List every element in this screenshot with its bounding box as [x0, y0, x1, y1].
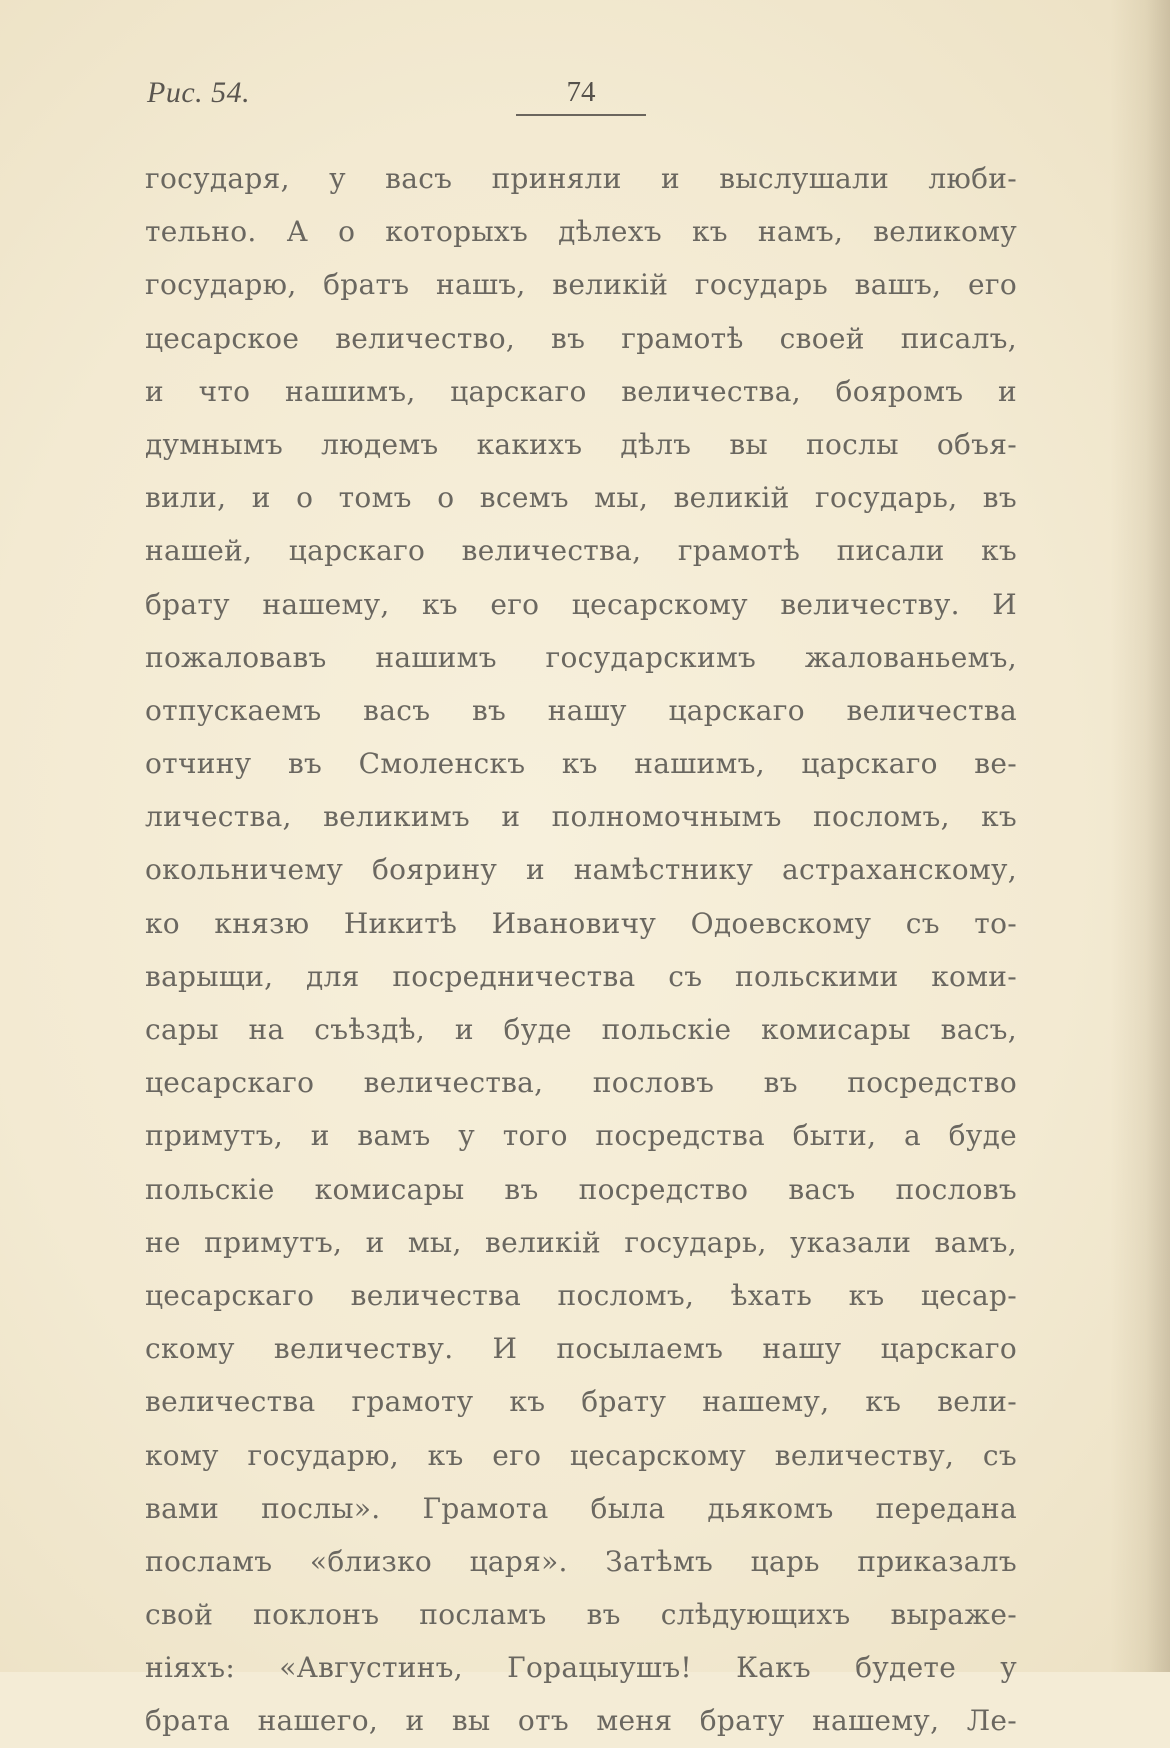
text-line: государю, братъ нашъ, великій государь вашъ, его — [145, 268, 1017, 302]
text-line: личества, великимъ и полномочнымъ посломъ, къ — [145, 800, 1017, 834]
text-line: пожаловавъ нашимъ государскимъ жалованьемъ, — [145, 640, 1017, 674]
text-line: и что нашимъ, царскаго величества, бояромъ и — [145, 374, 1017, 408]
text-line: отчину въ Смоленскъ къ нашимъ, царскаго ве- — [145, 747, 1017, 781]
text-line: ко князю Никитѣ Ивановичу Одоевскому съ то- — [145, 906, 1017, 940]
text-line: вили, и о томъ о всемъ мы, великій государь, въ — [145, 481, 1017, 515]
text-line: примутъ, и вамъ у того посредства быти, а буде — [145, 1119, 1017, 1153]
text-line: государя, у васъ приняли и выслушали люби- — [145, 162, 1017, 195]
text-line: сары на съѣздѣ, и буде польскіе комисары васъ, — [145, 1013, 1017, 1046]
text-line: ніяхъ: «Августинъ, Горацыушъ! Какъ будете у — [145, 1651, 1017, 1685]
text-line: варыщи, для посредничества съ польскими коми- — [145, 959, 1017, 993]
text-line: вами послы». Грамота была дьякомъ передана — [145, 1491, 1017, 1525]
text-line: окольничему боярину и намѣстнику астраханскому, — [145, 853, 1017, 887]
text-line: скому величеству. И посылаемъ нашу царскаго — [145, 1332, 1017, 1366]
figure-label: Рис. 54. — [147, 76, 251, 109]
text-line: не примутъ, и мы, великій государь, указали вамъ, — [145, 1225, 1017, 1259]
body-text — [145, 152, 1017, 1748]
text-line: цесарскаго величества, пословъ въ посредство — [145, 1066, 1017, 1100]
text-line: кому государю, къ его цесарскому величеству, съ — [145, 1438, 1017, 1472]
text-line: думнымъ людемъ какихъ дѣлъ вы послы объя- — [145, 427, 1017, 461]
text-line: цесарскаго величества посломъ, ѣхать къ цесар- — [145, 1278, 1017, 1312]
text-line: нашей, царскаго величества, грамотѣ писали къ — [145, 534, 1017, 568]
text-line: отпускаемъ васъ въ нашу царскаго величества — [145, 693, 1017, 727]
text-line: брату нашему, къ его цесарскому величеству. И — [145, 587, 1017, 621]
text-line: брата нашего, и вы отъ меня брату нашему, Ле- — [145, 1704, 1017, 1738]
page-edge-shadow — [1110, 0, 1170, 1672]
text-line: польскіе комисары въ посредство васъ пословъ — [145, 1172, 1017, 1206]
text-line: посламъ «близко царя». Затѣмъ царь приказалъ — [145, 1544, 1017, 1578]
text-line: цесарское величество, въ грамотѣ своей писалъ, — [145, 321, 1017, 355]
text-line: свой поклонъ посламъ въ слѣдующихъ выраже- — [145, 1598, 1017, 1632]
header-rule — [516, 114, 646, 116]
text-line: тельно. А о которыхъ дѣлехъ къ намъ, великому — [145, 215, 1017, 249]
page-number: 74 — [566, 76, 596, 108]
text-line: величества грамоту къ брату нашему, къ вели- — [145, 1385, 1017, 1419]
page-header — [0, 70, 1170, 120]
